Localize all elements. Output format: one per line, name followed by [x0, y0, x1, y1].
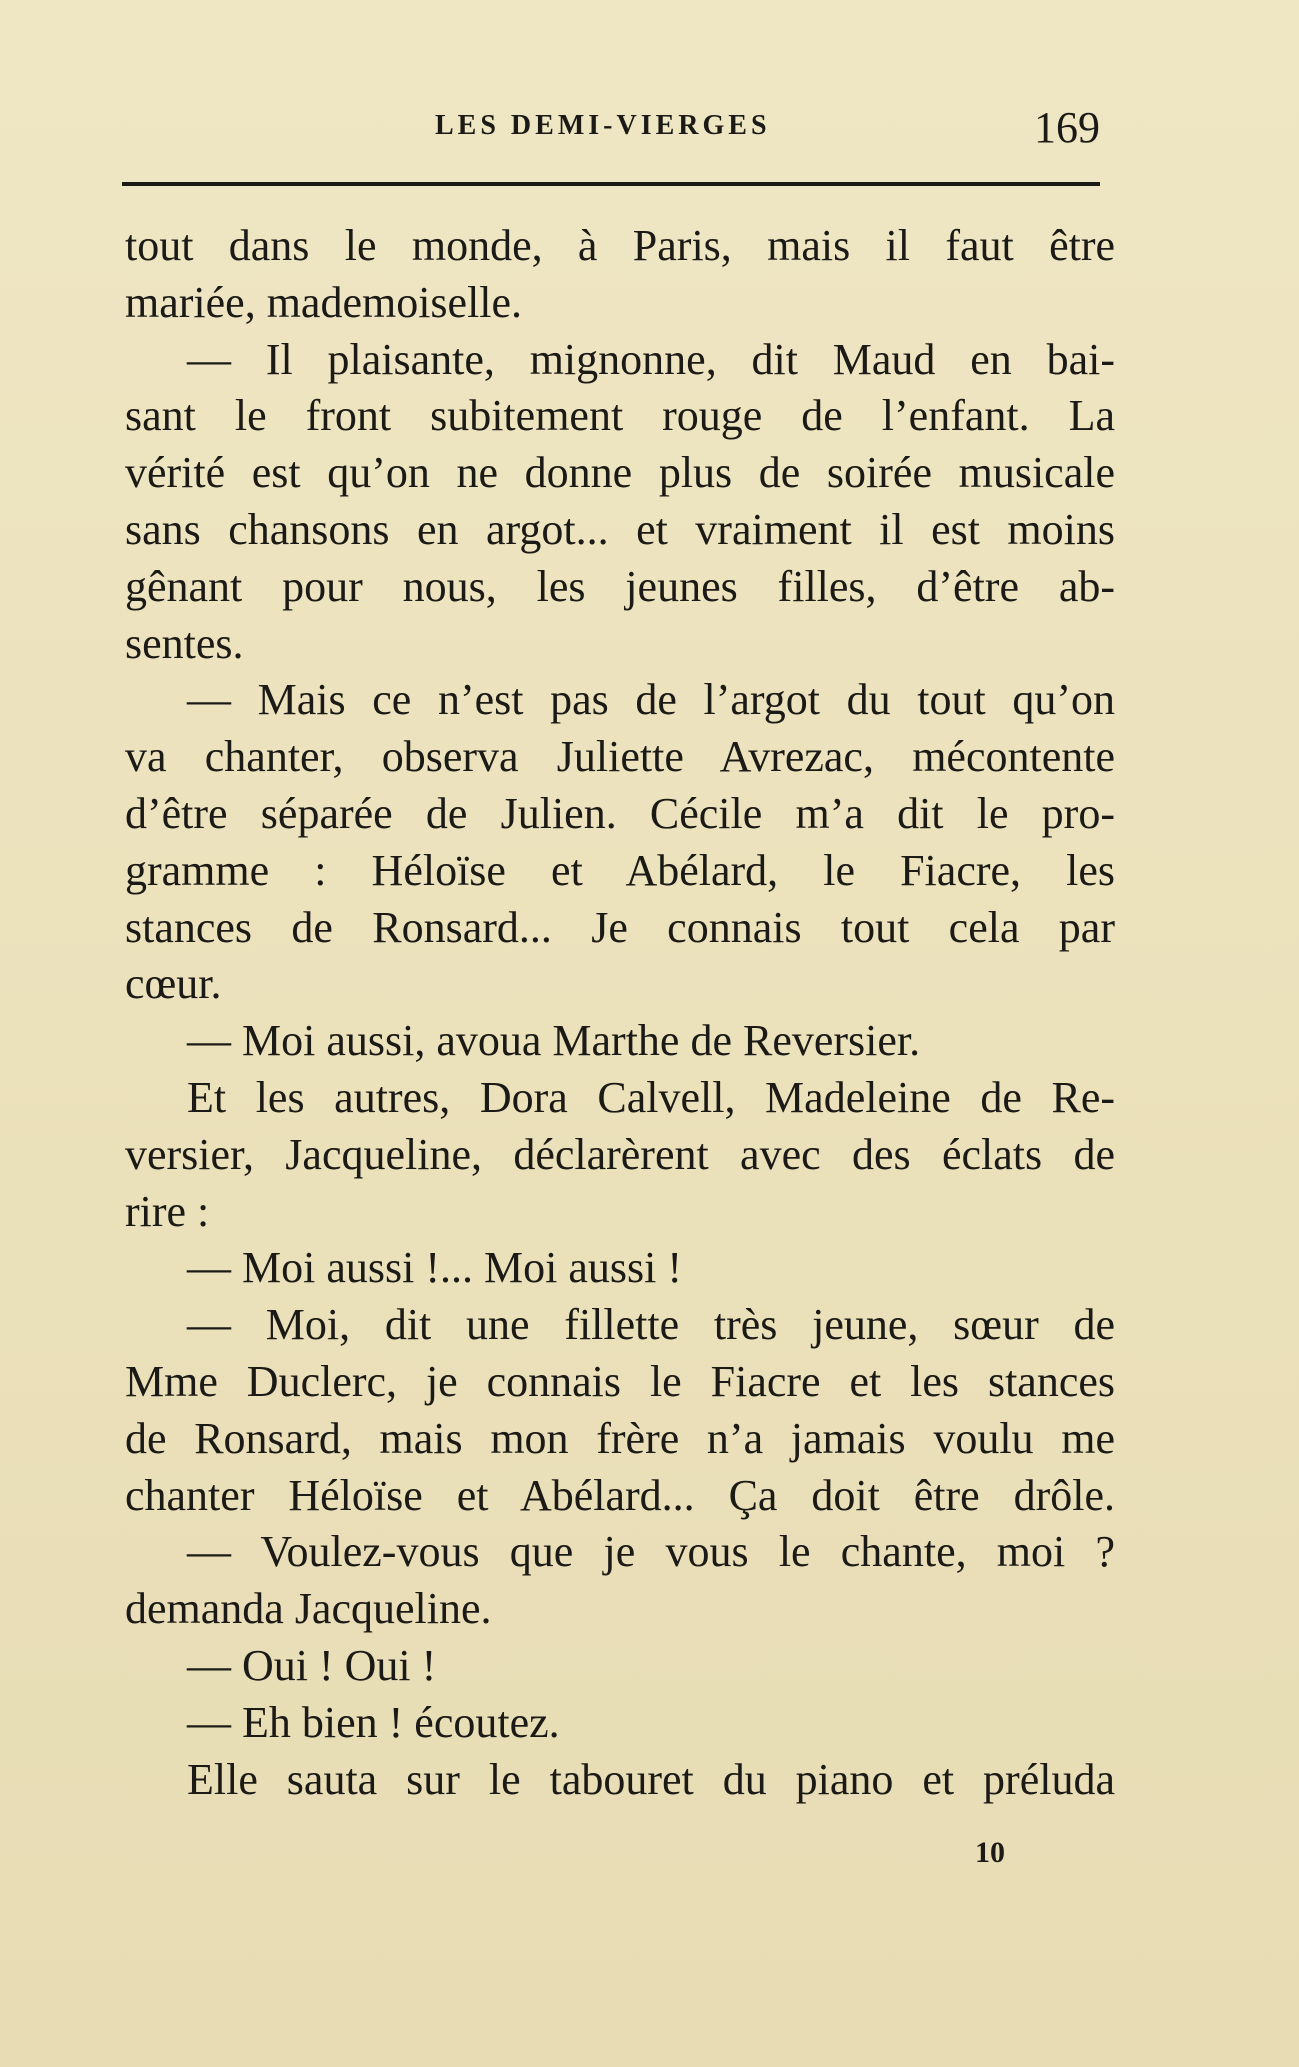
text-line: — Eh bien ! écoutez. — [187, 1697, 560, 1747]
text-line: — Moi aussi !... Moi aussi ! — [187, 1243, 682, 1293]
page-number: 169 — [1034, 103, 1100, 152]
text-line: sentes. — [125, 618, 244, 668]
text-line: — Moi aussi, avoua Marthe de Reversier. — [187, 1016, 921, 1066]
text-line: cœur. — [125, 959, 222, 1009]
header-rule — [122, 182, 1100, 186]
text-line: Mme Duclerc, je connais le Fiacre et les stances — [125, 1356, 1115, 1406]
text-line: chanter Héloïse et Abélard... Ça doit être drôle. — [125, 1470, 1115, 1520]
text-line: mariée, mademoiselle. — [125, 277, 523, 327]
text-line: sant le front subitement rouge de l’enfant. La — [125, 391, 1115, 441]
text-line: de Ronsard, mais mon frère n’a jamais voulu me — [125, 1413, 1115, 1463]
text-line: — Mais ce n’est pas de l’argot du tout qu’on — [187, 675, 1115, 725]
text-line: sans chansons en argot... et vraiment il est moins — [125, 504, 1115, 554]
text-line: — Il plaisante, mignonne, dit Maud en bai- — [187, 334, 1115, 384]
text-line: gramme : Héloïse et Abélard, le Fiacre, les — [125, 845, 1115, 895]
body-text — [125, 218, 1115, 1808]
text-line: tout dans le monde, à Paris, mais il faut être — [125, 221, 1115, 270]
signature-mark: 10 — [975, 1836, 1005, 1869]
text-line: — Voulez-vous que je vous le chante, moi ? — [187, 1527, 1115, 1577]
running-title: LES DEMI-VIERGES — [435, 110, 771, 141]
text-line: va chanter, observa Juliette Avrezac, mécontente — [125, 732, 1115, 782]
text-line: — Oui ! Oui ! — [187, 1640, 437, 1690]
running-head — [125, 102, 1100, 152]
text-line: rire : — [125, 1186, 210, 1236]
text-line: versier, Jacqueline, déclarèrent avec des éclats de — [125, 1129, 1115, 1179]
text-line: Et les autres, Dora Calvell, Madeleine de Re- — [187, 1072, 1115, 1122]
text-line: d’être séparée de Julien. Cécile m’a dit le pro- — [125, 788, 1115, 838]
text-line: demanda Jacqueline. — [125, 1584, 492, 1634]
text-line: — Moi, dit une fillette très jeune, sœur de — [187, 1300, 1115, 1350]
text-line: vérité est qu’on ne donne plus de soirée musicale — [125, 448, 1115, 498]
text-line: Elle sauta sur le tabouret du piano et préluda — [187, 1754, 1115, 1804]
text-line: gênant pour nous, les jeunes filles, d’être ab- — [125, 561, 1115, 611]
text-line: stances de Ronsard... Je connais tout cela par — [125, 902, 1115, 952]
